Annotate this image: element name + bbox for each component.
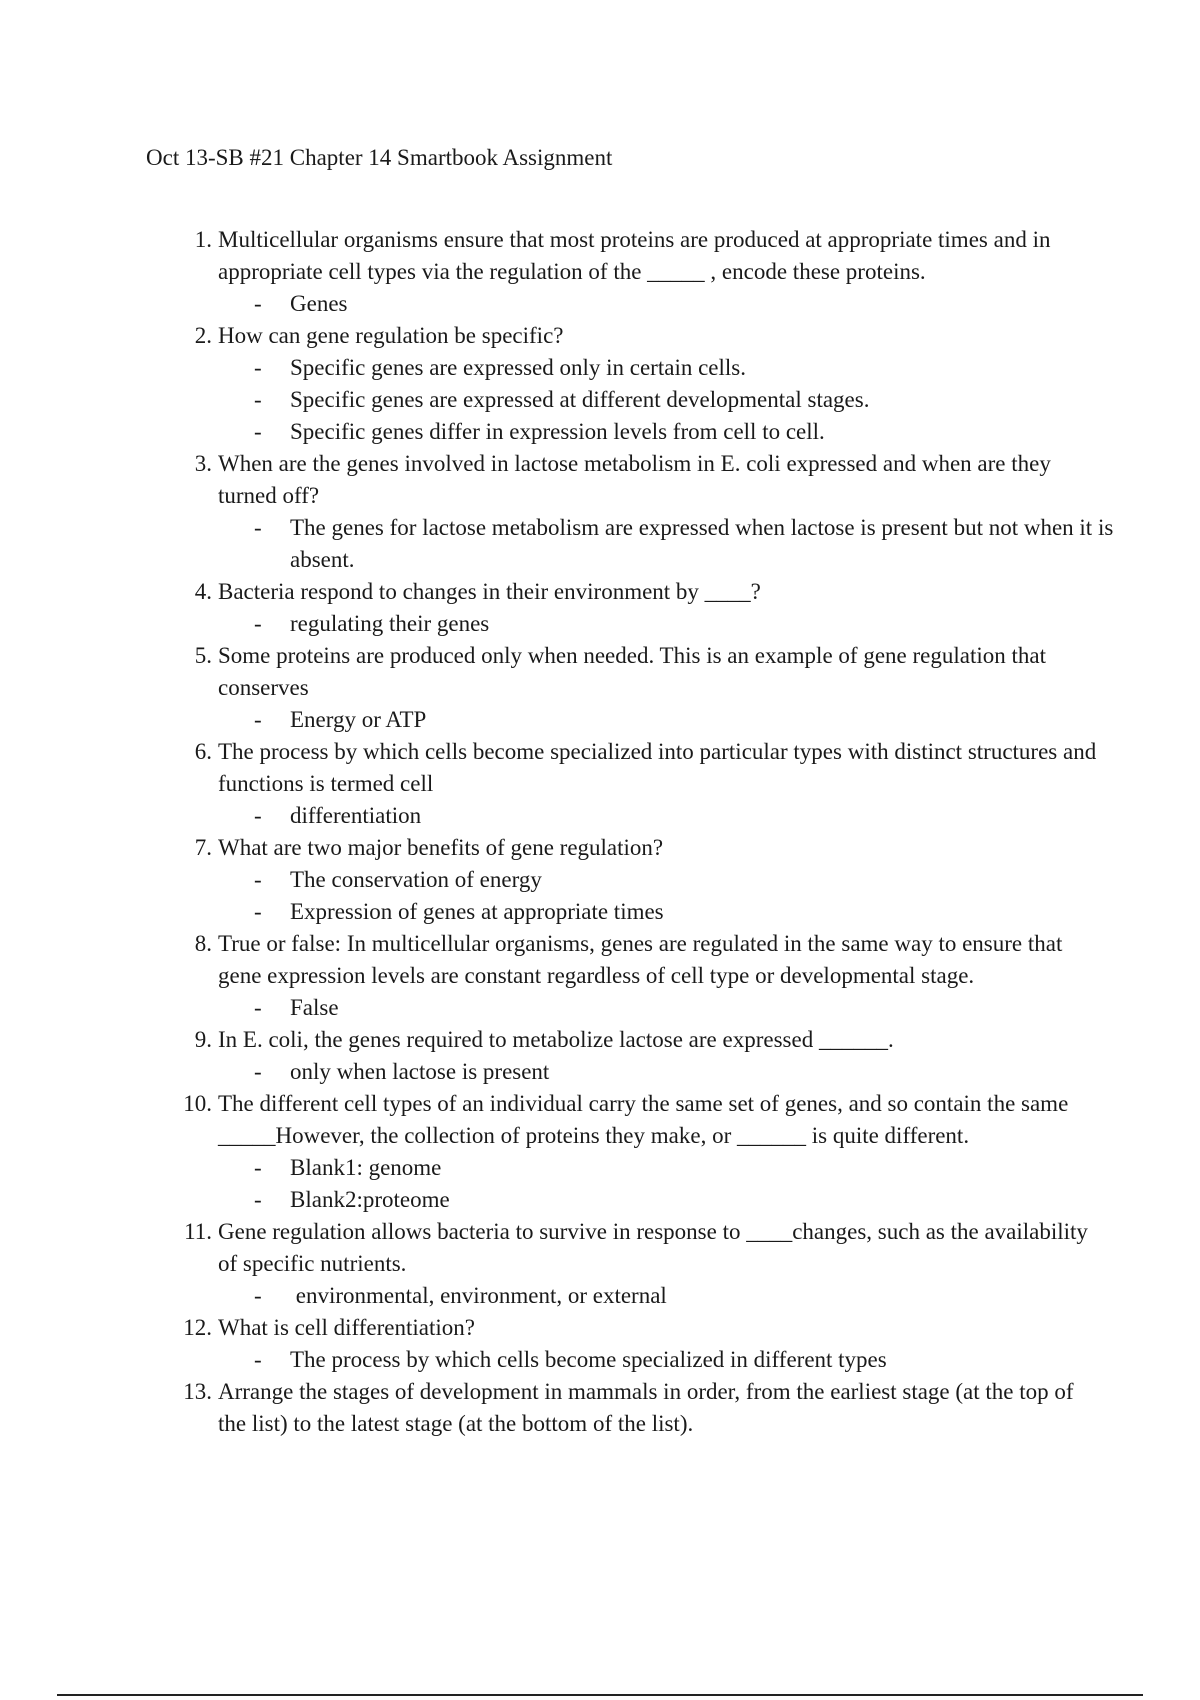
answer-text: False <box>290 995 339 1020</box>
question-text: True or false: In multicellular organisms, genes are regulated in the same way to ensure that gene expression levels are constant regardless of cell type or developmental stage. <box>218 931 1063 988</box>
question-item <box>178 576 1178 608</box>
answer-text: Specific genes differ in expression levels from cell to cell. <box>290 419 825 444</box>
answer-item: - Specific genes are expressed at different developmental stages. <box>254 387 870 412</box>
question-text: The different cell types of an individual carry the same set of genes, and so contain the same _____However, the collection of proteins they make, or ______ is quite different. <box>218 1091 1069 1148</box>
question-number: 5. <box>194 643 212 668</box>
question-text: In E. coli, the genes required to metabolize lactose are expressed ______. <box>218 1027 894 1052</box>
answer-text: The genes for lactose metabolism are expressed when lactose is present but not when it is absent. <box>290 515 1114 572</box>
answer-item: - Genes <box>254 291 348 316</box>
question-text: What is cell differentiation? <box>218 1315 475 1340</box>
answer-text: Blank2:proteome <box>290 1187 450 1212</box>
answer-text: Specific genes are expressed at different developmental stages. <box>290 387 870 412</box>
answer-text: The conservation of energy <box>290 867 542 892</box>
answer-item: - False <box>254 995 339 1020</box>
question-item <box>178 448 1178 512</box>
answer-item: - regulating their genes <box>254 611 490 636</box>
answer-text: Expression of genes at appropriate times <box>290 899 664 924</box>
question-text: Arrange the stages of development in mammals in order, from the earliest stage (at the top of the list) to the latest stage (at the bottom of the list). <box>218 1379 1074 1436</box>
answer-item: - The genes for lactose metabolism are expressed when lactose is present but not when it is absent. <box>254 515 1114 572</box>
question-number: 13. <box>183 1379 212 1404</box>
question-number: 8. <box>194 931 212 956</box>
answer-item: - Specific genes are expressed only in certain cells. <box>254 355 746 380</box>
answer-text: environmental, environment, or external <box>290 1283 667 1308</box>
question-item <box>178 1312 1178 1344</box>
answer-text: regulating their genes <box>290 611 490 636</box>
question-number: 4. <box>194 579 212 604</box>
question-number: 10. <box>183 1091 212 1116</box>
answer-item: - Energy or ATP <box>254 707 427 732</box>
answer-text: only when lactose is present <box>290 1059 550 1084</box>
question-item <box>178 1088 1178 1152</box>
bottom-divider <box>57 1694 1143 1696</box>
question-number: 9. <box>194 1027 212 1052</box>
answer-item: - differentiation <box>254 803 422 828</box>
answer-text: Energy or ATP <box>290 707 427 732</box>
question-number: 11. <box>184 1219 212 1244</box>
page-title: Oct 13-SB #21 Chapter 14 Smartbook Assignment <box>146 145 613 170</box>
question-text: Multicellular organisms ensure that most proteins are produced at appropriate times and in appropriate cell types via the regulation of the _____ , encode these proteins. <box>218 227 1051 284</box>
question-text: Some proteins are produced only when needed. This is an example of gene regulation that conserves <box>218 643 1046 700</box>
answer-item: - Blank2:proteome <box>254 1187 450 1212</box>
answer-text: Genes <box>290 291 348 316</box>
question-item <box>178 1024 1178 1056</box>
answer-item: - only when lactose is present <box>254 1059 550 1084</box>
question-item <box>178 1216 1178 1280</box>
answer-text: Specific genes are expressed only in certain cells. <box>290 355 746 380</box>
answer-item: - Expression of genes at appropriate times <box>254 899 664 924</box>
question-number: 12. <box>183 1315 212 1340</box>
question-number: 2. <box>194 323 212 348</box>
question-text: Gene regulation allows bacteria to survive in response to ____changes, such as the availability of specific nutrients. <box>218 1219 1088 1276</box>
question-text: When are the genes involved in lactose metabolism in E. coli expressed and when are they turned off? <box>218 451 1051 508</box>
question-number: 3. <box>194 451 212 476</box>
question-item <box>178 640 1178 704</box>
question-text: Bacteria respond to changes in their environment by ____? <box>218 579 761 604</box>
answer-item: - Specific genes differ in expression levels from cell to cell. <box>254 419 825 444</box>
question-item <box>178 832 1178 864</box>
question-item <box>178 928 1178 992</box>
question-item <box>178 320 1178 352</box>
question-item <box>178 224 1178 288</box>
question-text: How can gene regulation be specific? <box>218 323 564 348</box>
question-number: 1. <box>194 227 212 252</box>
question-number: 7. <box>194 835 212 860</box>
answer-item: - environmental, environment, or external <box>254 1283 667 1308</box>
question-item <box>178 1376 1178 1440</box>
answer-text: differentiation <box>290 803 422 828</box>
question-text: The process by which cells become specialized into particular types with distinct structures and functions is termed cell <box>218 739 1097 796</box>
answer-item: - Blank1: genome <box>254 1155 442 1180</box>
answer-item: - The conservation of energy <box>254 867 542 892</box>
answer-item: - The process by which cells become specialized in different types <box>254 1347 887 1372</box>
question-number: 6. <box>194 739 212 764</box>
answer-text: The process by which cells become specialized in different types <box>290 1347 887 1372</box>
question-list <box>178 224 1178 1440</box>
answer-text: Blank1: genome <box>290 1155 442 1180</box>
question-text: What are two major benefits of gene regulation? <box>218 835 664 860</box>
question-item <box>178 736 1178 800</box>
